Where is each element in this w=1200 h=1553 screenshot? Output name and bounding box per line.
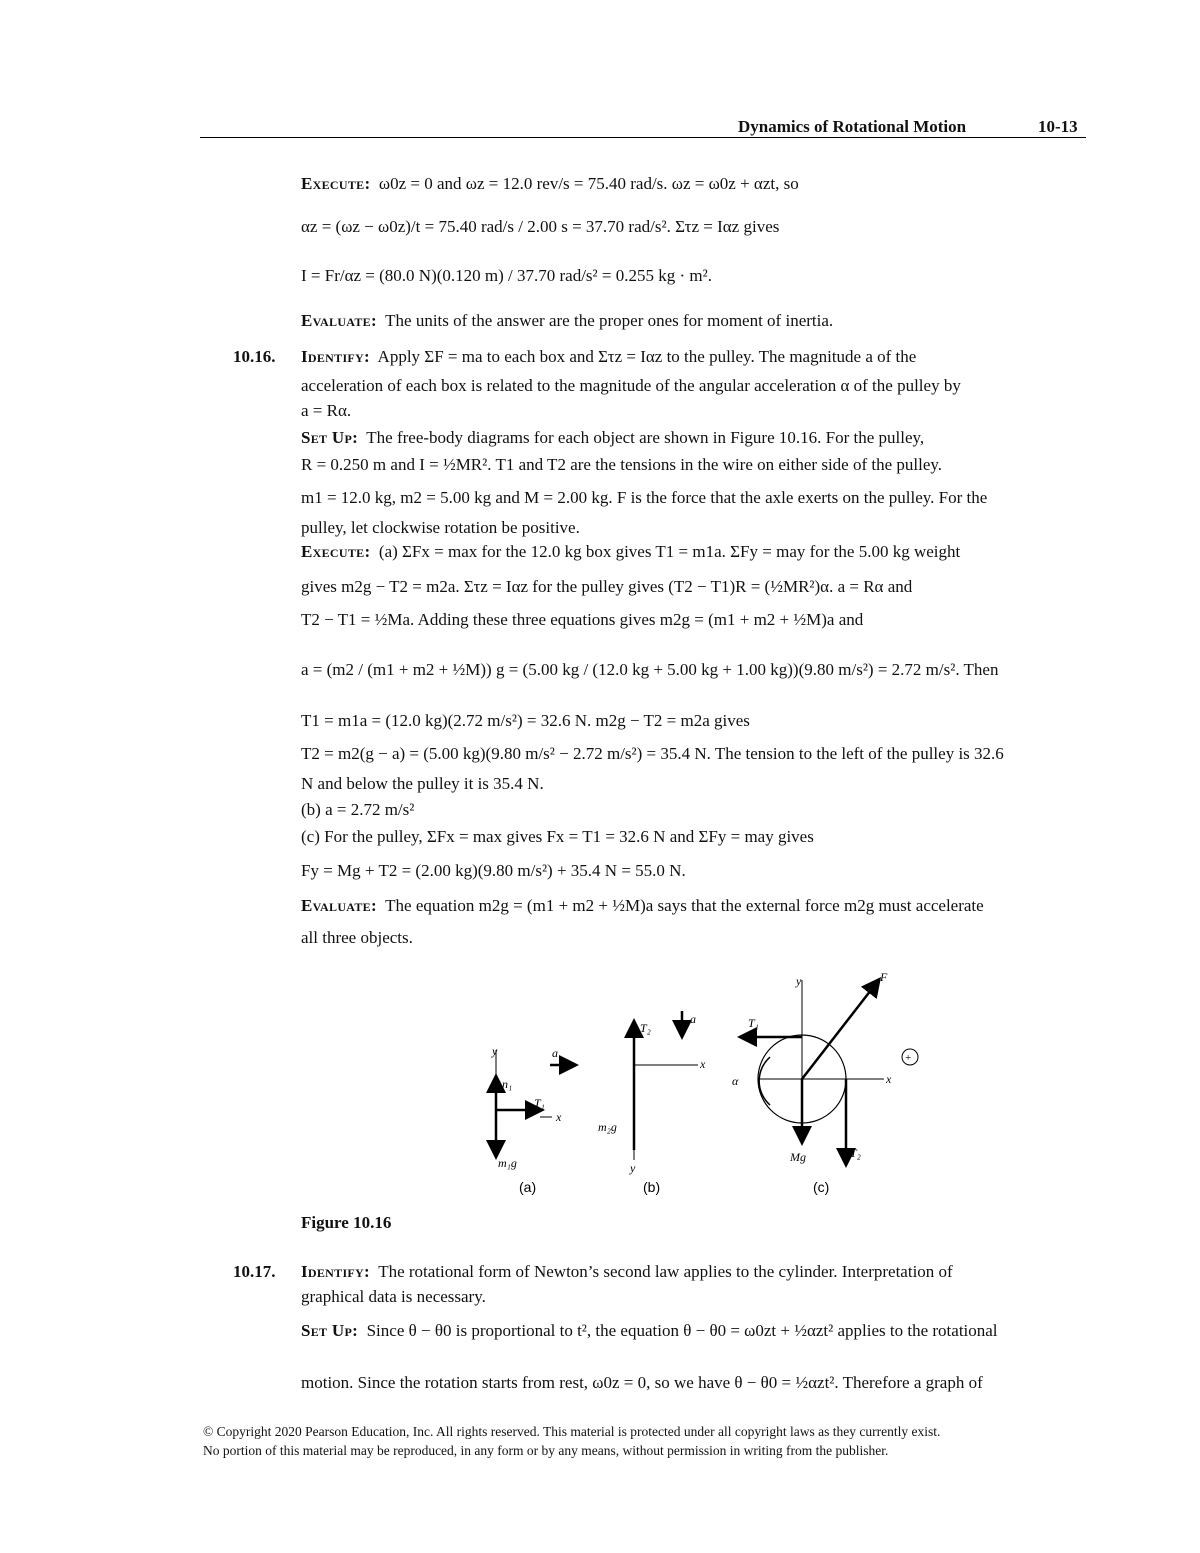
- svg-text:T₂: T₂: [850, 1146, 861, 1160]
- svg-text:Mg: Mg: [790, 1150, 806, 1164]
- svg-text:a: a: [690, 1012, 696, 1026]
- copyright-line-1: © Copyright 2020 Pearson Education, Inc. All rights reserved. This material is protected under all copyright laws as they currently exist.: [203, 1424, 941, 1439]
- alpha-equation-text: αz = (ωz − ω0z)/t = 75.40 rad/s / 2.00 s = 37.70 rad/s². Στz = Iαz gives: [301, 217, 780, 236]
- p1017-setup-text-1: Since θ − θ0 is proportional to t², the equation θ − θ0 = ω0zt + ½αzt² applies to the rotational: [366, 1321, 998, 1340]
- inertia-equation-text: I = Fr/αz = (80.0 N)(0.120 m) / 37.70 rad/s² = 0.255 kg · m².: [301, 266, 712, 285]
- execute-label: Execute:: [301, 174, 371, 193]
- p1016-identify-l1: [301, 347, 916, 367]
- copyright-line-2: No portion of this material may be reproduced, in any form or by any means, without permission in writing from the publisher.: [203, 1443, 889, 1458]
- p1016-part-c-l2: Fy = Mg + T2 = (2.00 kg)(9.80 m/s²) + 35.4 N = 55.0 N.: [301, 861, 686, 880]
- problem-number-1016: 10.16.: [233, 347, 276, 366]
- svg-text:a: a: [552, 1046, 558, 1060]
- p1017-identify-l1: [301, 1262, 953, 1282]
- p1016-setup-l2: R = 0.250 m and I = ½MR². T1 and T2 are the tensions in the wire on either side of the pulley.: [301, 455, 943, 474]
- p1016-execute-l3: T2 − T1 = ½Ma. Adding these three equations gives m2g = (m1 + m2 + ½M)a and: [301, 610, 864, 629]
- p1017-setup-l1: [301, 1321, 998, 1341]
- svg-text:T₂: T₂: [640, 1021, 651, 1035]
- p1015-evaluate-text: The units of the answer are the proper ones for moment of inertia.: [385, 311, 834, 330]
- svg-text:α: α: [732, 1074, 739, 1088]
- p1016-identify-text-1: Apply ΣF = ma to each box and Στz = Iαz to the pulley. The magnitude a of the: [377, 347, 917, 366]
- p1016-setup-l1: [301, 428, 924, 448]
- p1015-inertia-equation: [301, 266, 712, 286]
- identify-label: Identify:: [301, 347, 370, 366]
- svg-text:x: x: [886, 1072, 892, 1086]
- svg-text:m₂g: m₂g: [598, 1120, 617, 1134]
- p1016-execute-l7: N and below the pulley it is 35.4 N.: [301, 774, 544, 793]
- p1016-identify-l3: a = Rα.: [301, 401, 352, 420]
- p1016-execute-l2: gives m2g − T2 = m2a. Στz = Iαz for the pulley gives (T2 − T1)R = (½MR²)α. a = Rα and: [301, 577, 913, 596]
- p1017-identify-l2: graphical data is necessary.: [301, 1287, 486, 1306]
- evaluate-label: Evaluate:: [301, 311, 377, 330]
- p1016-part-c-l1: (c) For the pulley, ΣFx = max gives Fx = T1 = 32.6 N and ΣFy = may gives: [301, 827, 814, 846]
- p1015-alpha-equation: [301, 217, 779, 237]
- svg-text:y: y: [492, 1044, 498, 1058]
- p1016-identify-l2: acceleration of each box is related to the magnitude of the angular acceleration α of the pulley by: [301, 376, 961, 395]
- svg-text:F: F: [880, 970, 888, 984]
- svg-text:y: y: [796, 974, 802, 988]
- p1015-evaluate-line: [301, 311, 833, 331]
- panel-label-a: (a): [519, 1179, 537, 1195]
- problem-number-1017: 10.17.: [233, 1262, 276, 1281]
- svg-text:x: x: [700, 1057, 706, 1071]
- svg-text:m₁g: m₁g: [498, 1156, 517, 1170]
- running-header-title: Dynamics of Rotational Motion: [738, 117, 967, 136]
- p1016-execute-text-1: (a) ΣFx = max for the 12.0 kg box gives T1 = m1a. ΣFy = may for the 5.00 kg weight: [378, 542, 961, 561]
- panel-label-c: (c): [813, 1179, 830, 1195]
- free-body-diagram-a: [491, 1044, 574, 1170]
- p1017-setup-l2: motion. Since the rotation starts from rest, ω0z = 0, so we have θ − θ0 = ½αzt². Therefore a graph of: [301, 1373, 983, 1392]
- p1016-execute-l5: T1 = m1a = (12.0 kg)(2.72 m/s²) = 32.6 N. m2g − T2 = m2a gives: [301, 711, 750, 730]
- free-body-diagram-b: [598, 1011, 706, 1175]
- svg-text:y: y: [630, 1161, 636, 1175]
- p1016-part-b: (b) a = 2.72 m/s²: [301, 800, 415, 819]
- svg-text:n₁: n₁: [502, 1077, 513, 1091]
- figure-10-16: [470, 965, 940, 1205]
- svg-text:T₁: T₁: [748, 1016, 759, 1030]
- header-rule: [200, 137, 1086, 138]
- svg-text:T₁: T₁: [534, 1096, 545, 1110]
- p1016-evaluate-l1: [301, 896, 984, 916]
- setup-label: Set Up:: [301, 428, 359, 447]
- p1016-setup-text-1: The free-body diagrams for each object are shown in Figure 10.16. For the pulley,: [366, 428, 925, 447]
- svg-text:+: +: [905, 1052, 912, 1064]
- p1015-execute-text: ω0z = 0 and ωz = 12.0 rev/s = 75.40 rad/s. ωz = ω0z + αzt, so: [378, 174, 799, 193]
- evaluate-label-2: Evaluate:: [301, 896, 377, 915]
- p1016-evaluate-text-1: The equation m2g = (m1 + m2 + ½M)a says that the external force m2g must accelerate: [385, 896, 984, 915]
- page-number: 10-13: [1038, 117, 1078, 136]
- panel-label-b: (b): [643, 1179, 661, 1195]
- setup-label-2: Set Up:: [301, 1321, 359, 1340]
- p1016-setup-l3: m1 = 12.0 kg, m2 = 5.00 kg and M = 2.00 kg. F is the force that the axle exerts on the pulley. For the: [301, 488, 988, 507]
- p1016-setup-l4: pulley, let clockwise rotation be positive.: [301, 518, 580, 537]
- p1017-identify-text-1: The rotational form of Newton’s second law applies to the cylinder. Interpretation of: [378, 1262, 953, 1281]
- identify-label-2: Identify:: [301, 1262, 370, 1281]
- figure-caption: Figure 10.16: [301, 1213, 392, 1232]
- p1016-execute-l4: a = (m2 / (m1 + m2 + ½M)) g = (5.00 kg / (12.0 kg + 5.00 kg + 1.00 kg))(9.80 m/s²) = 2.72 m/s². Then: [301, 660, 999, 679]
- free-body-diagram-c: [732, 970, 918, 1164]
- svg-text:x: x: [556, 1110, 562, 1124]
- p1016-execute-l1: [301, 542, 960, 562]
- execute-label-2: Execute:: [301, 542, 371, 561]
- p1016-execute-l6: T2 = m2(g − a) = (5.00 kg)(9.80 m/s² − 2.72 m/s²) = 35.4 N. The tension to the left of the pulley is 32.6: [301, 744, 1004, 763]
- p1016-evaluate-l2: all three objects.: [301, 928, 413, 947]
- p1015-execute-line: [301, 174, 799, 194]
